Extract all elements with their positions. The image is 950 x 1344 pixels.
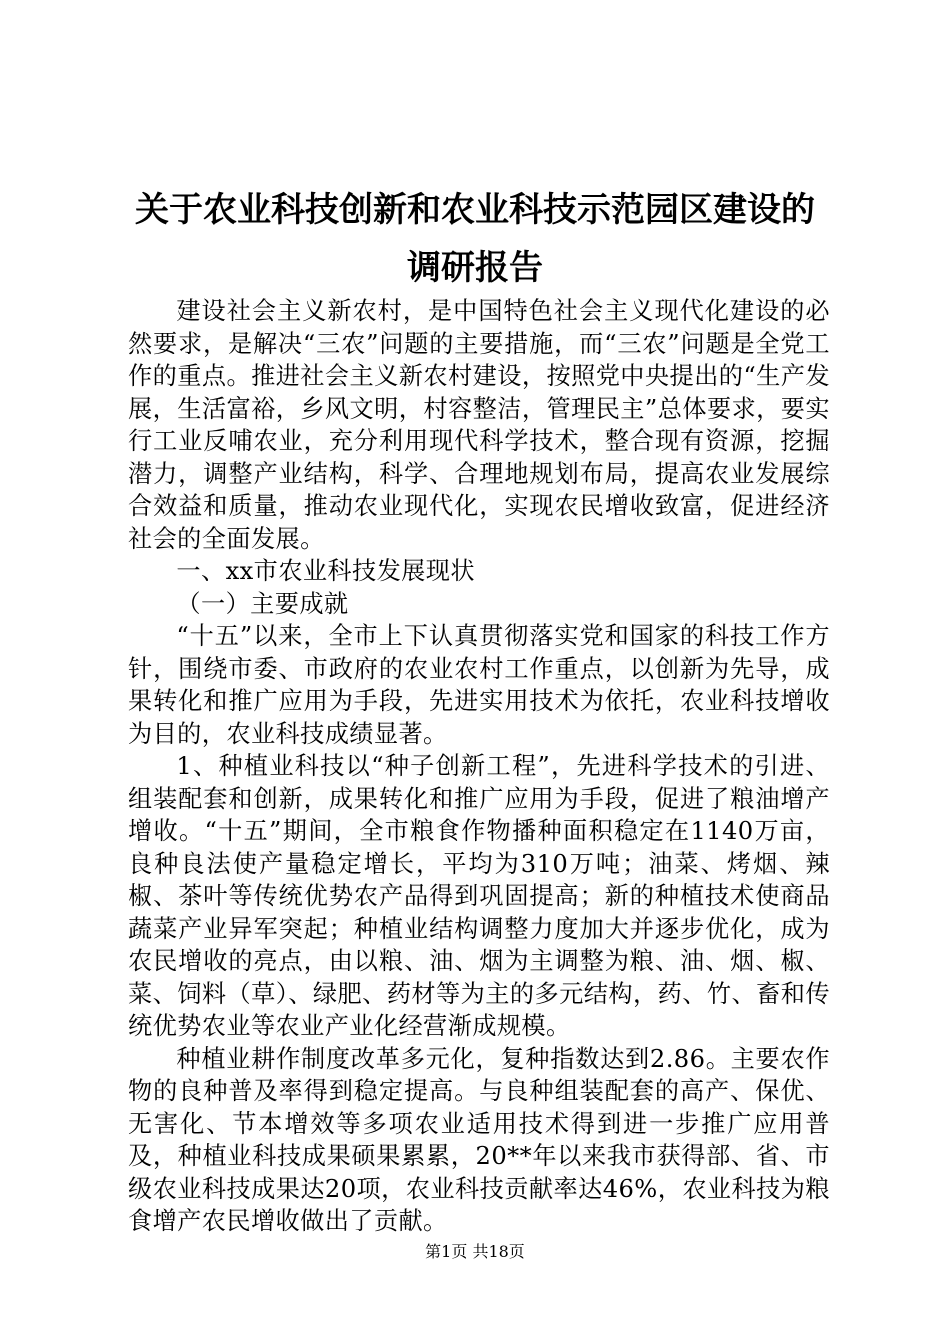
page-footer: 第1页 共18页	[425, 1242, 525, 1261]
document-body	[128, 295, 830, 1238]
document-title-line2: 调研报告	[407, 248, 543, 288]
document-title-line1: 关于农业科技创新和农业科技示范园区建设的	[135, 190, 815, 230]
paragraph-planting-tech: 1、种植业科技以“种子创新工程”，先进科学技术的引进、组装配套和创新，成果转化和推广应用为手段，促进了粮油增产增收。“十五”期间，全市粮食作物播种面积稳定在1140万亩，良种良法使产量稳定增长，平均为310万吨；油菜、烤烟、辣椒、茶叶等传统优势农产品得到巩固提高；新的种植技术使商品蔬菜产业异军突起；种植业结构调整力度加大并逐步优化，成为农民增收的亮点，由以粮、油、烟为主调整为粮、油、烟、椒、菜、饲料（草）、绿肥、药材等为主的多元结构，药、竹、畜和传统优势农业等农业产业化经营渐成规模。	[128, 752, 830, 1040]
paragraph-farming-reform: 种植业耕作制度改革多元化，复种指数达到2.86。主要农作物的良种普及率得到稳定提高。与良种组装配套的高产、保优、无害化、节本增效等多项农业适用技术得到进一步推广应用普及，种植业科技成果硕果累累，20**年以来我市获得部、省、市级农业科技成果达20项，农业科技贡献率达46%，农业科技为粮食增产农民增收做出了贡献。	[128, 1044, 830, 1235]
paragraph-intro: 建设社会主义新农村，是中国特色社会主义现代化建设的必然要求，是解决“三农”问题的主要措施，而“三农”问题是全党工作的重点。推进社会主义新农村建设，按照党中央提出的“生产发展，生活富裕，乡风文明，村容整洁，管理民主”总体要求，要实行工业反哺农业，充分利用现代科学技术，整合现有资源，挖掘潜力，调整产业结构，科学、合理地规划布局，提高农业发展综合效益和质量，推动农业现代化，实现农民增收致富，促进经济社会的全面发展。	[128, 297, 830, 553]
paragraph-achievements: “十五”以来，全市上下认真贯彻落实党和国家的科技工作方针，围绕市委、市政府的农业农村工作重点，以创新为先导，成果转化和推广应用为手段，先进实用技术为依托，农业科技增收为目的，农业科技成绩显著。	[128, 622, 830, 748]
subsection-heading: （一）主要成就	[176, 589, 349, 618]
section-heading: 一、xx市农业科技发展现状	[176, 557, 475, 585]
